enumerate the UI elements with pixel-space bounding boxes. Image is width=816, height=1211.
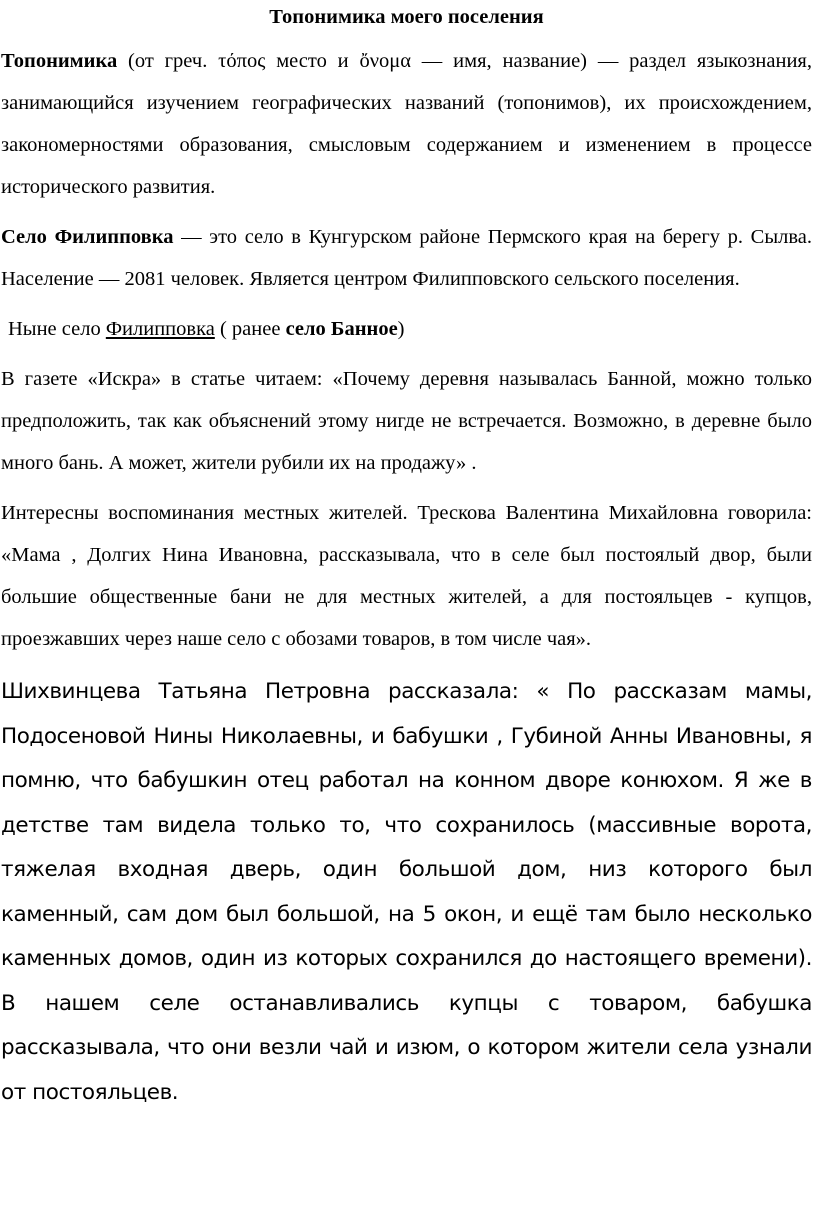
paragraph-shikhvintseva-memories: Шихвинцева Татьяна Петровна рассказала: « По рассказам мамы, Подосеновой Нины Николаевны, и бабушки , Губиной Анны Ивановны, я помню, что бабушкин отец работал на конном дворе конюхом. Я же в детстве там видела только то, что сохранилось (массивные ворота, тяжелая входная дверь, один большой дом, низ которого был каменный, сам дом был большой, на 5 окон, и ещё там было несколько каменных домов, один из которых сохранился до настоящего времени). В нашем селе останавливались купцы с товаром, бабушка рассказывала, что они везли чай и изюм, о котором жители села узнали от постояльцев.	[1, 679, 812, 1105]
former-name-prefix: Ныне село	[8, 318, 106, 340]
term-toponymy: Топонимика	[1, 50, 118, 72]
village-link[interactable]: Филипповка	[105, 318, 215, 340]
former-name-middle: ( ранее	[214, 318, 286, 340]
paragraph-toponymy-definition	[1, 40, 812, 208]
former-name-suffix: )	[397, 318, 405, 340]
paragraph-former-name	[1, 308, 812, 350]
former-name-bold: село Банное	[285, 318, 398, 340]
term-village: Село Филипповка	[1, 226, 174, 248]
paragraph-village-info	[1, 216, 812, 300]
document-title: Топонимика моего поселения	[269, 6, 544, 28]
definition-text: (от греч. τόπος место и ὄνομα — имя, название) — раздел языкознания, занимающийся изучением географических названий (топонимов), их происхождением, закономерностями образования, смысловым содержанием и изменением в процессе исторического развития.	[1, 50, 812, 198]
paragraph-treskova-memories: Интересны воспоминания местных жителей. Трескова Валентина Михайловна говорила: «Мама , Долгих Нина Ивановна, рассказывала, что в селе был постоялый двор, были большие общественные бани не для местных жителей, а для постояльцев - купцов, проезжавших через наше село с обозами товаров, в том числе чая».	[1, 502, 812, 650]
paragraph-newspaper-quote: В газете «Искра» в статье читаем: «Почему деревня называлась Банной, можно только предположить, так как объяснений этому нигде не встречается. Возможно, в деревне было много бань. А может, жители рубили их на продажу» .	[1, 368, 812, 474]
village-info-text: — это село в Кунгурском районе Пермского края на берегу р. Сылва. Население — 2081 человек. Является центром Филипповского сельского поселения.	[1, 226, 812, 290]
